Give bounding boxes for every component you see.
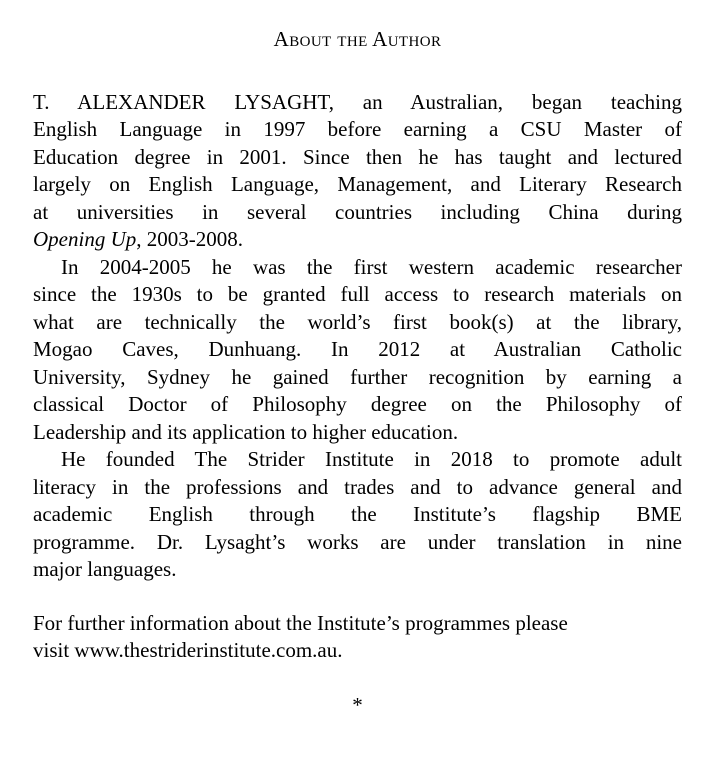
paragraph	[33, 610, 682, 665]
text-line: In 2004-2005 he was the first western academic researcher	[61, 254, 682, 279]
text-line: Leadership and its application to higher education.	[33, 419, 459, 444]
plain-text: , 2003-2008.	[136, 227, 243, 251]
text-line: academic English through the Institute’s flagship BME	[33, 502, 682, 526]
text-line: He founded The Strider Institute in 2018 to promote adult	[61, 447, 682, 471]
text-line: Mogao Caves, Dunhuang. In 2012 at Australian Catholic	[33, 337, 682, 361]
text-line: Education degree in 2001. Since then he has taught and lectured	[33, 144, 682, 169]
text-line: what are technically the world’s first book(s) at the library,	[33, 309, 682, 334]
text-line: largely on English Language, Management, and Literary Research	[33, 172, 682, 196]
text-line: For further information about the Institute’s programmes please	[33, 610, 568, 635]
text-line: since the 1930s to be granted full access to research materials on	[33, 282, 682, 306]
text-line: major languages.	[33, 557, 177, 581]
paragraph	[33, 254, 682, 447]
paragraph	[33, 89, 682, 254]
text-line: English Language in 1997 before earning a CSU Master of	[33, 117, 682, 141]
section-title: About the Author	[273, 27, 442, 51]
page-content	[33, 26, 682, 719]
text-line: classical Doctor of Philosophy degree on the Philosophy of	[33, 392, 682, 416]
paragraph	[33, 446, 682, 584]
text-line: University, Sydney he gained further recognition by earning a	[33, 364, 682, 389]
text-line: T. ALEXANDER LYSAGHT, an Australian, began teaching	[33, 89, 682, 114]
section-break-asterisk: *	[352, 692, 363, 717]
italic-text: Opening Up	[33, 227, 137, 251]
text-line: visit www.thestriderinstitute.com.au.	[33, 638, 343, 662]
text-line	[33, 226, 682, 254]
text-line: programme. Dr. Lysaght’s works are under translation in nine	[33, 529, 682, 554]
text-line: at universities in several countries including China during	[33, 199, 682, 224]
body-text	[33, 89, 682, 665]
text-line: literacy in the professions and trades and to advance general and	[33, 474, 682, 499]
